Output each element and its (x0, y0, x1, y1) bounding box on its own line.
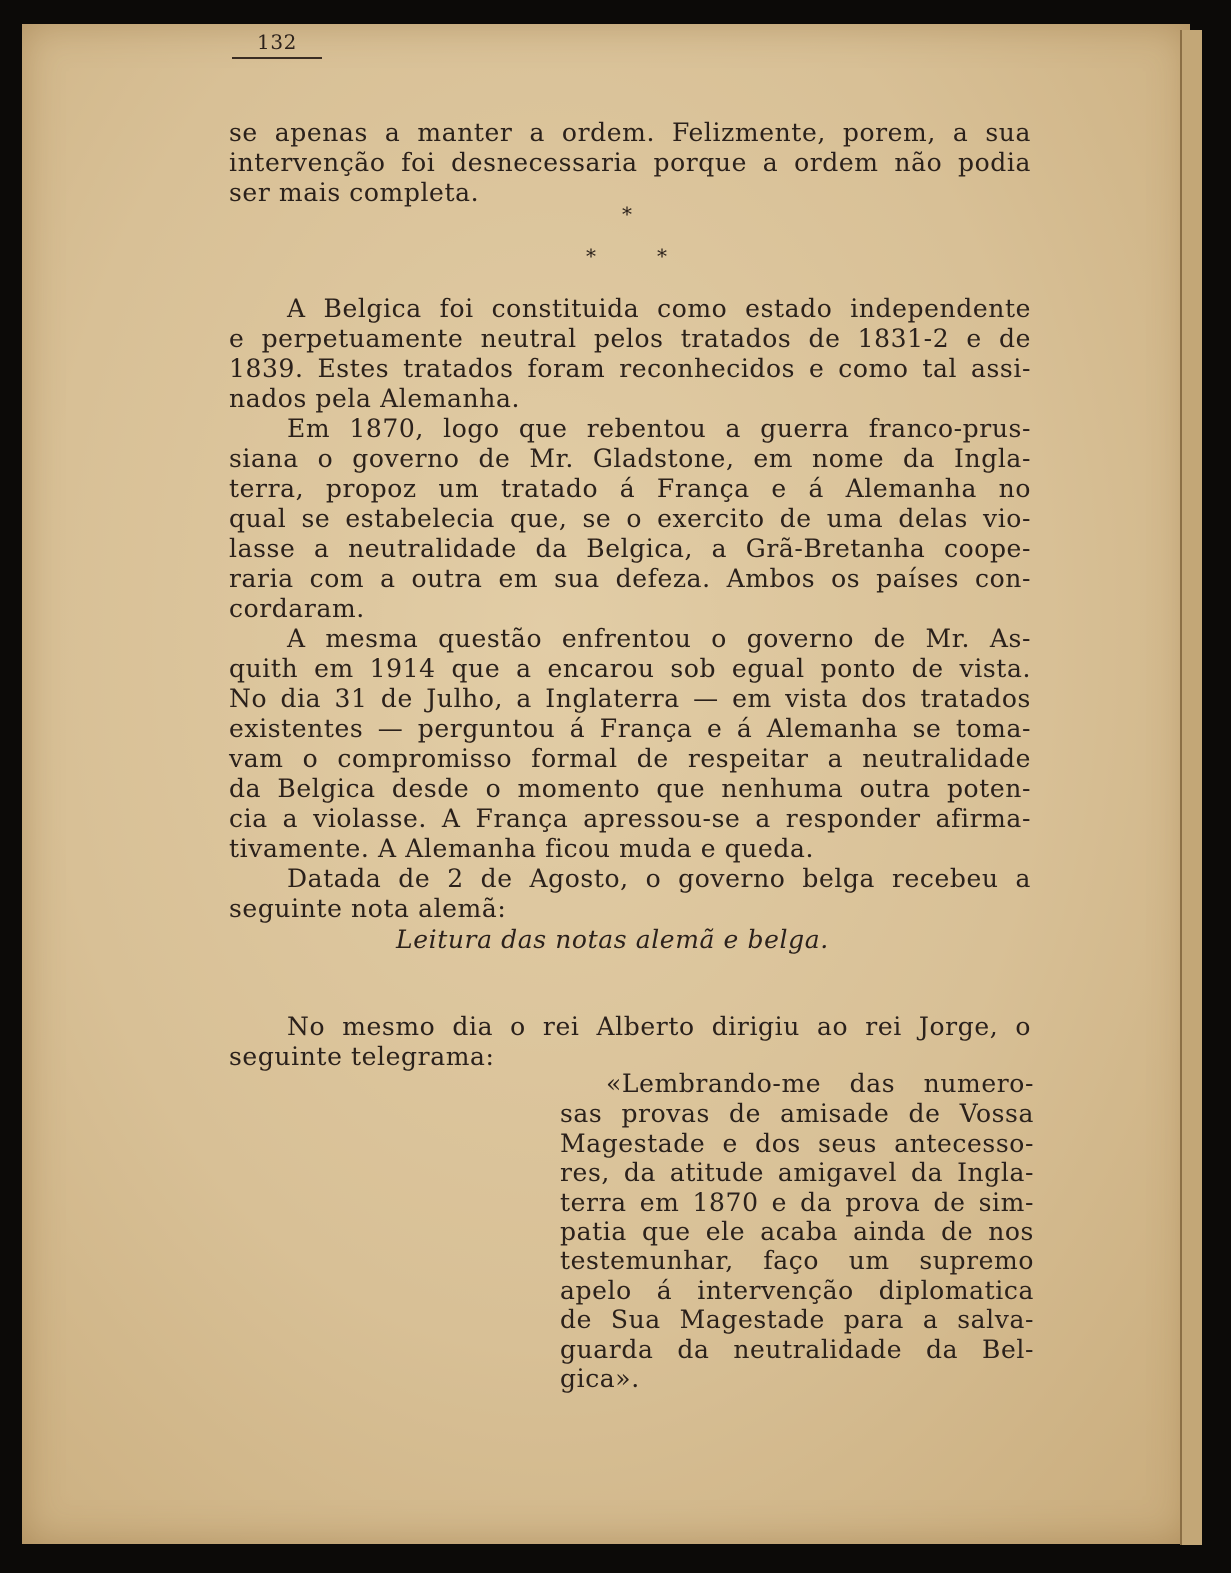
quote-line: guarda da neutralidade da Bel- (560, 1335, 1034, 1364)
page-number: 132 (232, 30, 322, 59)
separator-asterisk: * (622, 202, 633, 226)
text-line: terra, propoz um tratado á França e á Alemanha no (229, 474, 1031, 503)
text-line: tivamente. A Alemanha ficou muda e queda. (229, 834, 815, 863)
separator-asterisk: * (657, 244, 668, 268)
text-line: seguinte telegrama: (229, 1042, 495, 1071)
text-line: vam o compromisso formal de respeitar a neutralidade (229, 744, 1031, 773)
quote-line: «Lembrando-me das numero- (606, 1069, 1034, 1098)
text-line: A Belgica foi constituida como estado independente (287, 294, 1031, 323)
quote-line: res, da atitude amigavel da Ingla- (560, 1158, 1034, 1187)
page-edge (1180, 30, 1202, 1545)
text-line: No mesmo dia o rei Alberto dirigiu ao rei Jorge, o (287, 1012, 1031, 1041)
text-line: 1839. Estes tratados foram reconhecidos e como tal assi- (229, 354, 1031, 383)
text-line: No dia 31 de Julho, a Inglaterra — em vista dos tratados (229, 684, 1031, 713)
quote-line: patia que ele acaba ainda de nos (560, 1217, 1034, 1246)
quote-line: testemunhar, faço um supremo (560, 1246, 1034, 1275)
quote-line: terra em 1870 e da prova de sim- (560, 1188, 1034, 1217)
text-line: nados pela Alemanha. (229, 384, 520, 413)
text-line: Datada de 2 de Agosto, o governo belga recebeu a (287, 864, 1031, 893)
section-heading-italic: Leitura das notas alemã e belga. (396, 925, 829, 954)
text-line: da Belgica desde o momento que nenhuma outra poten- (229, 774, 1031, 803)
text-line: e perpetuamente neutral pelos tratados de 1831-2 e de (229, 324, 1031, 353)
text-line: lasse a neutralidade da Belgica, a Grã-Bretanha coope- (229, 534, 1031, 563)
quote-line: sas provas de amisade de Vossa (560, 1099, 1034, 1128)
text-line: quith em 1914 que a encarou sob egual ponto de vista. (229, 654, 1031, 683)
text-line: Em 1870, logo que rebentou a guerra franco-prus- (287, 414, 1031, 443)
text-line: qual se estabelecia que, se o exercito de uma delas vio- (229, 504, 1031, 533)
text-line: se apenas a manter a ordem. Felizmente, porem, a sua (229, 118, 1031, 147)
text-line: siana o governo de Mr. Gladstone, em nome da Ingla- (229, 444, 1031, 473)
quote-line: de Sua Magestade para a salva- (560, 1305, 1034, 1334)
quote-line: Magestade e dos seus antecesso- (560, 1129, 1034, 1158)
text-line: seguinte nota alemã: (229, 894, 507, 923)
text-line: existentes — perguntou á França e á Alemanha se toma- (229, 714, 1031, 743)
text-line: A mesma questão enfrentou o governo de Mr. As- (287, 624, 1031, 653)
text-line: cordaram. (229, 594, 365, 623)
text-line: ser mais completa. (229, 178, 480, 207)
text-line: cia a violasse. A França apressou-se a responder afirma- (229, 804, 1031, 833)
text-line: intervenção foi desnecessaria porque a ordem não podia (229, 148, 1031, 177)
separator-asterisk: * (586, 244, 597, 268)
quote-line: apelo á intervenção diplomatica (560, 1276, 1034, 1305)
text-line: raria com a outra em sua defeza. Ambos os países con- (229, 564, 1031, 593)
quote-line: gica». (560, 1364, 640, 1393)
